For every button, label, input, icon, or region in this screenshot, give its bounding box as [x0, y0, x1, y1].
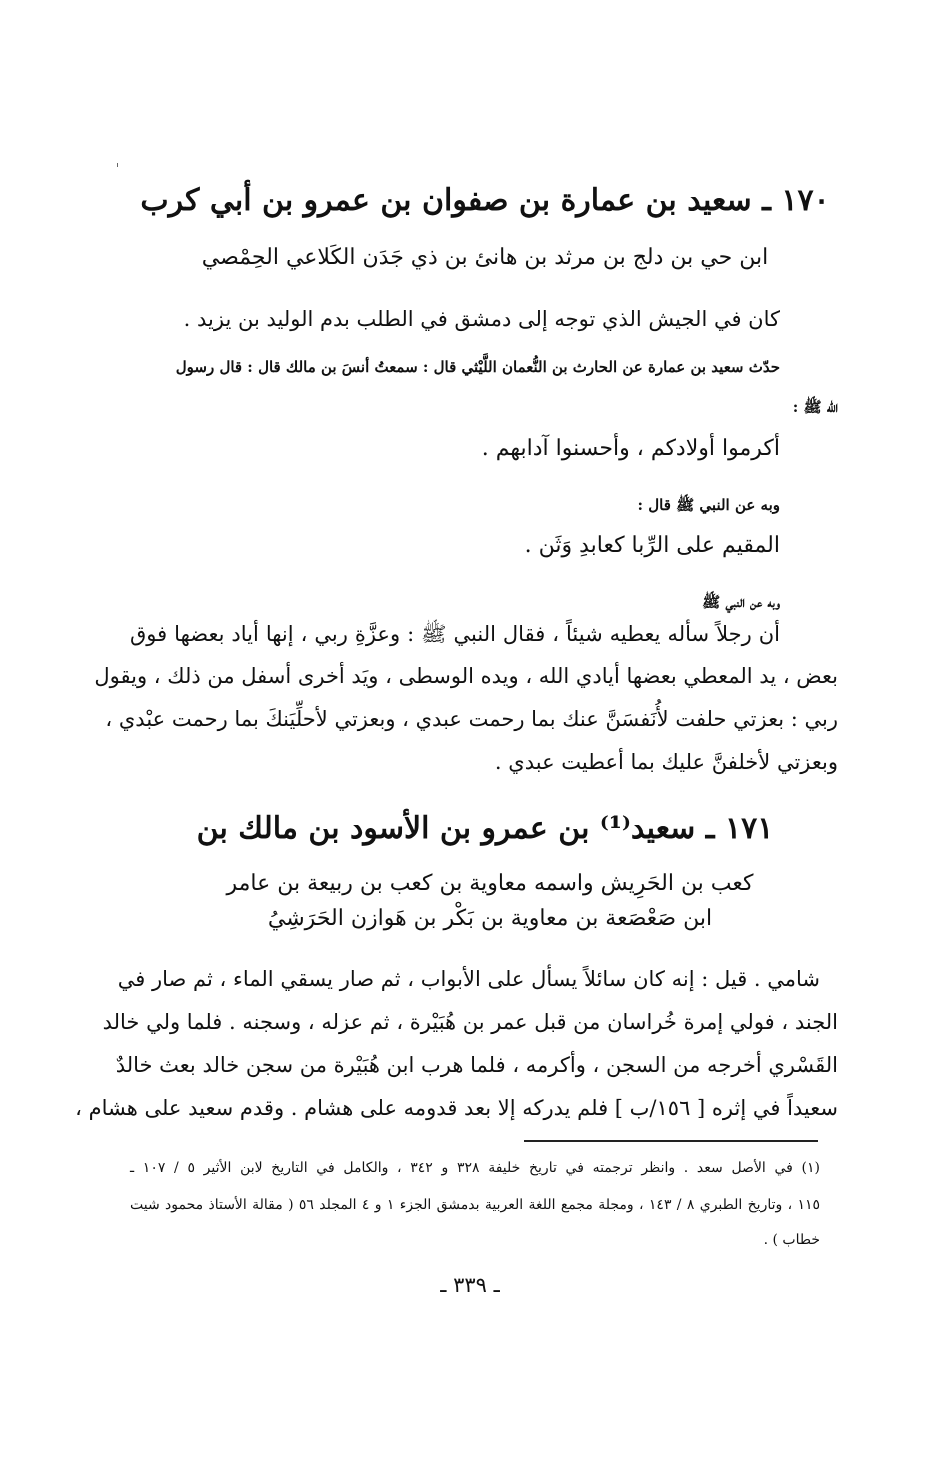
- entry-171-line-3: القَسْري أخرجه من السجن ، وأكرمه ، فلما هرب ابن هُبَيْرة من سجن خالد بعث خالدٌ: [115, 1053, 838, 1077]
- hadith-3-line-2: بعض ، يد المعطي بعضها أيادي الله ، ويده الوسطى ، ويَد أخرى أسفل من ذلك ، ويقول: [94, 664, 838, 688]
- page-number: ـ ٣٣٩ ـ: [440, 1273, 500, 1297]
- entry-171-line-4: سعيداً في إثره [ ١٥٦/ب ] فلم يدركه إلا بعد قدومه على هشام . وقدم سعيد على هشام ،: [75, 1096, 838, 1120]
- footnote-separator: [524, 1140, 818, 1142]
- hadith-3-last-line: وبعزتي لأخلفنَّ عليك بما أعطيت عبدي .: [494, 750, 838, 774]
- hadith-1: أكرموا أولادكم ، وأحسنوا آدابهم .: [481, 436, 780, 461]
- footnote-line-3: خطاب ) .: [763, 1232, 820, 1248]
- hadith-2: المقيم على الرِّبا كعابدِ وَثَن .: [524, 533, 780, 558]
- margin-mark: [117, 163, 118, 167]
- entry-171-line-2: الجند ، فولي إمرة خُراسان من قبل عمر بن هُبَيْرة ، ثم عزله ، وسجنه . فلما ولي خالد: [102, 1010, 838, 1034]
- footnote-line-1: (١) في الأصل سعد . وانظر ترجمته في تاريخ خليفة ٣٢٨ و ٣٤٢ ، والكامل في التاريخ لابن الأثير ٥ / ١٠٧ ـ: [130, 1160, 821, 1176]
- hadith-3-line-1: أن رجلاً سأله يعطيه شيئاً ، فقال النبي ﷺ : وعزَّةِ ربي ، إنها أياد بعضها فوق: [130, 622, 780, 646]
- isnad-2: وبه عن النبي ﷺ قال :: [637, 496, 780, 514]
- entry-170-subtitle: ابن حي بن دلج بن مرثد بن هانئ بن ذي جَدَن الكَلاعي الحِمْصي: [201, 245, 769, 270]
- hadith-3-line-3: ربي : بعزتي حلفت لأُنَفسَنَّ عنك بما رحمت عبدي ، وبعزتي لأحلِّيَنكَ بما رحمت عبْدي ،: [105, 707, 838, 731]
- entry-171-title: ١٧١ ـ سعيد⁽¹⁾ بن عمرو بن الأسود بن مالك بن: [196, 811, 774, 846]
- entry-170-intro: كان في الجيش الذي توجه إلى دمشق في الطلب بدم الوليد بن يزيد .: [183, 307, 780, 331]
- footnote-line-2: ١١٥ ، وتاريخ الطبري ٨ / ١٤٣ ، ومجلة مجمع اللغة العربية بدمشق الجزء ١ و ٤ المجلد ٥٦ ( مقالة الأستاذ محمود شيت: [130, 1197, 821, 1213]
- isnad-3: وبه عن النبي ﷺ: [702, 593, 780, 611]
- isnad-1: حدّث سعيد بن عمارة عن الحارث بن النُّعمان اللَّيْثي قال : سمعتُ أنسَ بن مالك قال : قال رسول: [175, 358, 780, 376]
- isnad-1-cont: الله ﷺ :: [792, 398, 838, 416]
- entry-170-title: ١٧٠ ـ سعيد بن عمارة بن صفوان بن عمرو بن أبي كرب: [140, 183, 830, 218]
- entry-171-line-1: شامي . قيل : إنه كان سائلاً يسأل على الأبواب ، ثم صار يسقي الماء ، ثم صار في: [117, 967, 820, 991]
- entry-171-subtitle-2: ابن صَعْصَعة بن معاوية بن بَكْر بن هَوازن الحَرَشِيُ: [267, 906, 713, 931]
- entry-171-subtitle-1: كعب بن الحَرِيش واسمه معاوية بن كعب بن ربيعة بن عامر: [226, 871, 754, 896]
